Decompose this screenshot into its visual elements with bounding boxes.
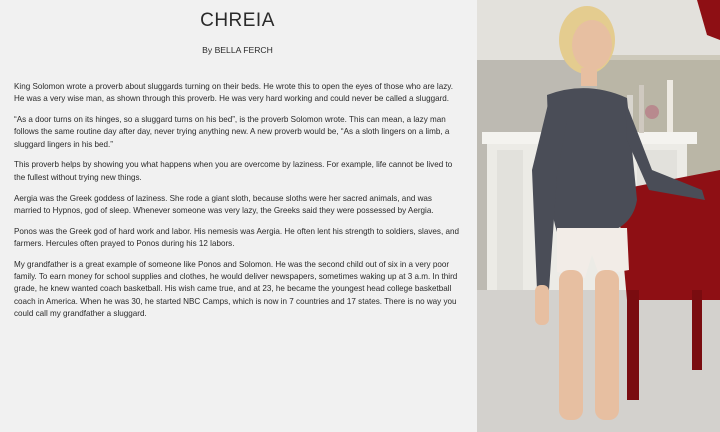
- paragraph-2: “As a door turns on its hinges, so a sluggard turns on his bed”, is the proverb Solomon wrote. This can mean, a lazy man follows the same routine day after day, never trying anything new. A new proverb would be, “As a sloth lingers on a limb, a sluggard lingers in his bed.”: [14, 115, 450, 149]
- paragraph-5: Ponos was the Greek god of hard work and labor. His nemesis was Aergia. He often lent his strength to soldiers, slaves, and farmers. Hercules often prayed to Ponos during his 12 labors.: [14, 226, 459, 248]
- girl-face: [572, 20, 612, 70]
- paragraph-6: My grandfather is a great example of someone like Ponos and Solomon. He was the second child out of six in a very poor family. To earn money for school supplies and clothes, he would deliver newspapers, sometimes waking up at 3 a.m. In third grade, he knew wanted coach basketball. His wish came true, and at 23, he became the youngest head college basketball coach in America. When he was 30, he started NBC Camps, which is now in 7 countries and 17 states. There is no way you could call my grandfather a sluggard.: [14, 259, 458, 318]
- essay-byline: By BELLA FERCH: [202, 45, 273, 55]
- girl-top: [547, 88, 637, 235]
- paragraph-3: This proverb helps by showing you what happens when you are overcome by laziness. For example, life cannot be lived to the fullest without trying new things.: [14, 160, 453, 182]
- author-photo-illustration: [477, 0, 720, 432]
- paragraph-4: Aergia was the Greek goddess of laziness. She rode a giant sloth, because sloths were her sacred animals, and was married to Hypnos, god of sleep. Whenever someone was very lazy, the Greeks said they were possessed by Aergia.: [14, 193, 434, 215]
- essay-title: CHREIA: [200, 10, 275, 31]
- paragraph-1: King Solomon wrote a proverb about sluggards turning on their beds. He wrote this to open the eyes of those who are lazy. He was a very wise man, as shown through this proverb. He was very hard working and could never be called a sluggard.: [14, 82, 453, 104]
- author-photo: [477, 0, 720, 432]
